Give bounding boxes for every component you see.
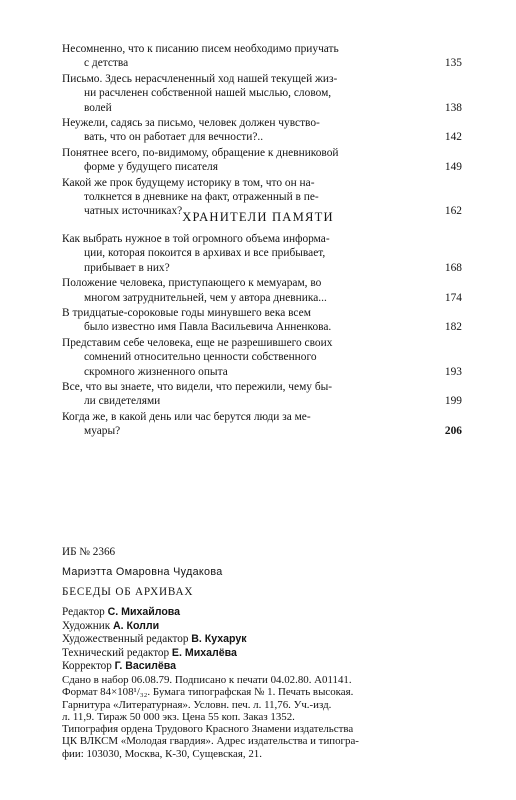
toc-page-number: 174 xyxy=(444,291,462,304)
author-name: Мариэтта Омаровна Чудакова xyxy=(62,566,223,578)
credit-row xyxy=(62,620,472,634)
toc-entry xyxy=(62,42,462,71)
credit-row xyxy=(62,647,472,661)
toc-entry-line: Когда же, в какой день или час берутся люди за ме- xyxy=(62,410,311,423)
publication-line: Гарнитура «Литературная». Условн. печ. л. 11,76. Уч.-изд. xyxy=(62,698,332,711)
section-heading: ХРАНИТЕЛИ ПАМЯТИ xyxy=(182,210,334,224)
toc-entry xyxy=(62,72,462,115)
toc-page-number: 135 xyxy=(444,57,462,70)
toc-entry-line: вать, что он работает для вечности?.. xyxy=(84,131,264,144)
toc-entry xyxy=(62,410,462,439)
credit-row xyxy=(62,633,472,647)
toc-page-number: 168 xyxy=(444,261,462,274)
publication-details xyxy=(62,674,472,724)
toc-entry xyxy=(62,276,462,305)
toc-entry-line: ции, которая покоится в архивах и все прибывает, xyxy=(84,247,326,260)
toc-page-number: 193 xyxy=(444,365,462,378)
publication-line: Формат 84×108¹/₃₂. Бумага типографская № 1. Печать высокая. xyxy=(62,686,354,699)
toc-entry xyxy=(62,232,462,275)
toc-entry-line: Представим себе человека, еще не разрешившего своих xyxy=(62,336,333,349)
toc-entry-line: ли свидетелями xyxy=(84,395,161,408)
toc-entry-line: толкнется в дневнике на факт, отраженный в пе- xyxy=(84,191,319,204)
credit-role: Художественный редактор xyxy=(62,633,189,646)
printer-line: ЦК ВЛКСМ «Молодая гвардия». Адрес издательства и типогра- xyxy=(62,735,359,748)
printer-line: фии: 103030, Москва, К-30, Сущевская, 21. xyxy=(62,747,262,760)
toc-entry xyxy=(62,146,462,175)
credit-role: Технический редактор xyxy=(62,646,170,659)
toc-page-number: 182 xyxy=(444,321,462,334)
toc-page-number: 162 xyxy=(444,205,462,218)
toc-entry-line: Неужели, садясь за письмо, человек должен чувство- xyxy=(62,117,320,130)
toc-entry xyxy=(62,116,462,145)
toc-page-number: 206 xyxy=(444,425,462,438)
credit-row xyxy=(62,660,472,674)
credit-name: С. Михайлова xyxy=(107,606,181,618)
toc-entry xyxy=(62,306,462,335)
credit-role: Редактор xyxy=(62,606,105,618)
credit-role: Корректор xyxy=(62,660,112,673)
toc-page-number: 142 xyxy=(444,131,462,144)
publication-line: л. 11,9. Тираж 50 000 экз. Цена 55 коп. Заказ 1352. xyxy=(62,711,295,724)
credits-list xyxy=(62,606,472,674)
credit-name: А. Колли xyxy=(112,619,160,632)
printer-line: Типография ордена Трудового Красного Знамени издательства xyxy=(62,723,354,735)
toc-entry-line: волей xyxy=(84,101,112,114)
toc-entry-line: многом затруднительней, чем у автора дневника... xyxy=(84,291,327,304)
table-of-contents-part-1 xyxy=(62,42,462,220)
toc-entry-line: Какой же прок будущему историку в том, что он на- xyxy=(62,176,315,189)
toc-entry-line: Как выбрать нужное в той огромного объема информа- xyxy=(62,233,330,245)
book-title: БЕСЕДЫ ОБ АРХИВАХ xyxy=(62,586,194,598)
toc-entry-line: ни расчленен собственной нашей мыслью, словом, xyxy=(84,87,332,100)
table-of-contents-part-2 xyxy=(62,232,462,440)
toc-entry-line: Несомненно, что к писанию писем необходимо приучать xyxy=(62,43,339,55)
toc-entry-line: с детства xyxy=(84,57,129,70)
toc-entry-line: скромного жизненного опыта xyxy=(84,365,228,378)
toc-entry-line: муары? xyxy=(84,425,121,438)
toc-entry-line: В тридцатые-сороковые годы минувшего века всем xyxy=(62,307,311,320)
toc-page-number: 138 xyxy=(444,101,462,114)
toc-entry xyxy=(62,336,462,379)
toc-entry xyxy=(62,380,462,409)
toc-entry-line: сомнений относительно ценности собственного xyxy=(84,351,317,364)
toc-entry-line: чатных источниках? xyxy=(84,205,183,218)
toc-entry-line: Все, что вы знаете, что видели, что пережили, чему бы- xyxy=(62,381,333,394)
ib-number: ИБ № 2366 xyxy=(62,546,116,558)
toc-page-number: 149 xyxy=(444,161,462,174)
toc-entry-line: прибывает в них? xyxy=(84,261,170,274)
toc-page-number: 199 xyxy=(444,395,462,408)
toc-entry-line: Положение человека, приступающего к мемуарам, во xyxy=(62,277,322,290)
publication-line: Сдано в набор 06.08.79. Подписано к печати 04.02.80. А01141. xyxy=(62,674,352,686)
credit-name: Е. Михалёва xyxy=(171,646,237,659)
toc-entry-line: форме у будущего писателя xyxy=(84,161,218,174)
credit-role: Художник xyxy=(62,619,111,632)
printer-details xyxy=(62,723,472,760)
credit-row xyxy=(62,606,472,620)
toc-entry-line: Письмо. Здесь нерасчлененный ход нашей текущей жиз- xyxy=(62,72,338,85)
toc-entry-line: Понятнее всего, по-видимому, обращение к дневниковой xyxy=(62,146,339,159)
toc-entry-line: было известно имя Павла Васильевича Анненкова. xyxy=(84,321,332,334)
credit-name: Г. Василёва xyxy=(114,660,177,673)
credit-name: В. Кухарук xyxy=(191,633,247,646)
